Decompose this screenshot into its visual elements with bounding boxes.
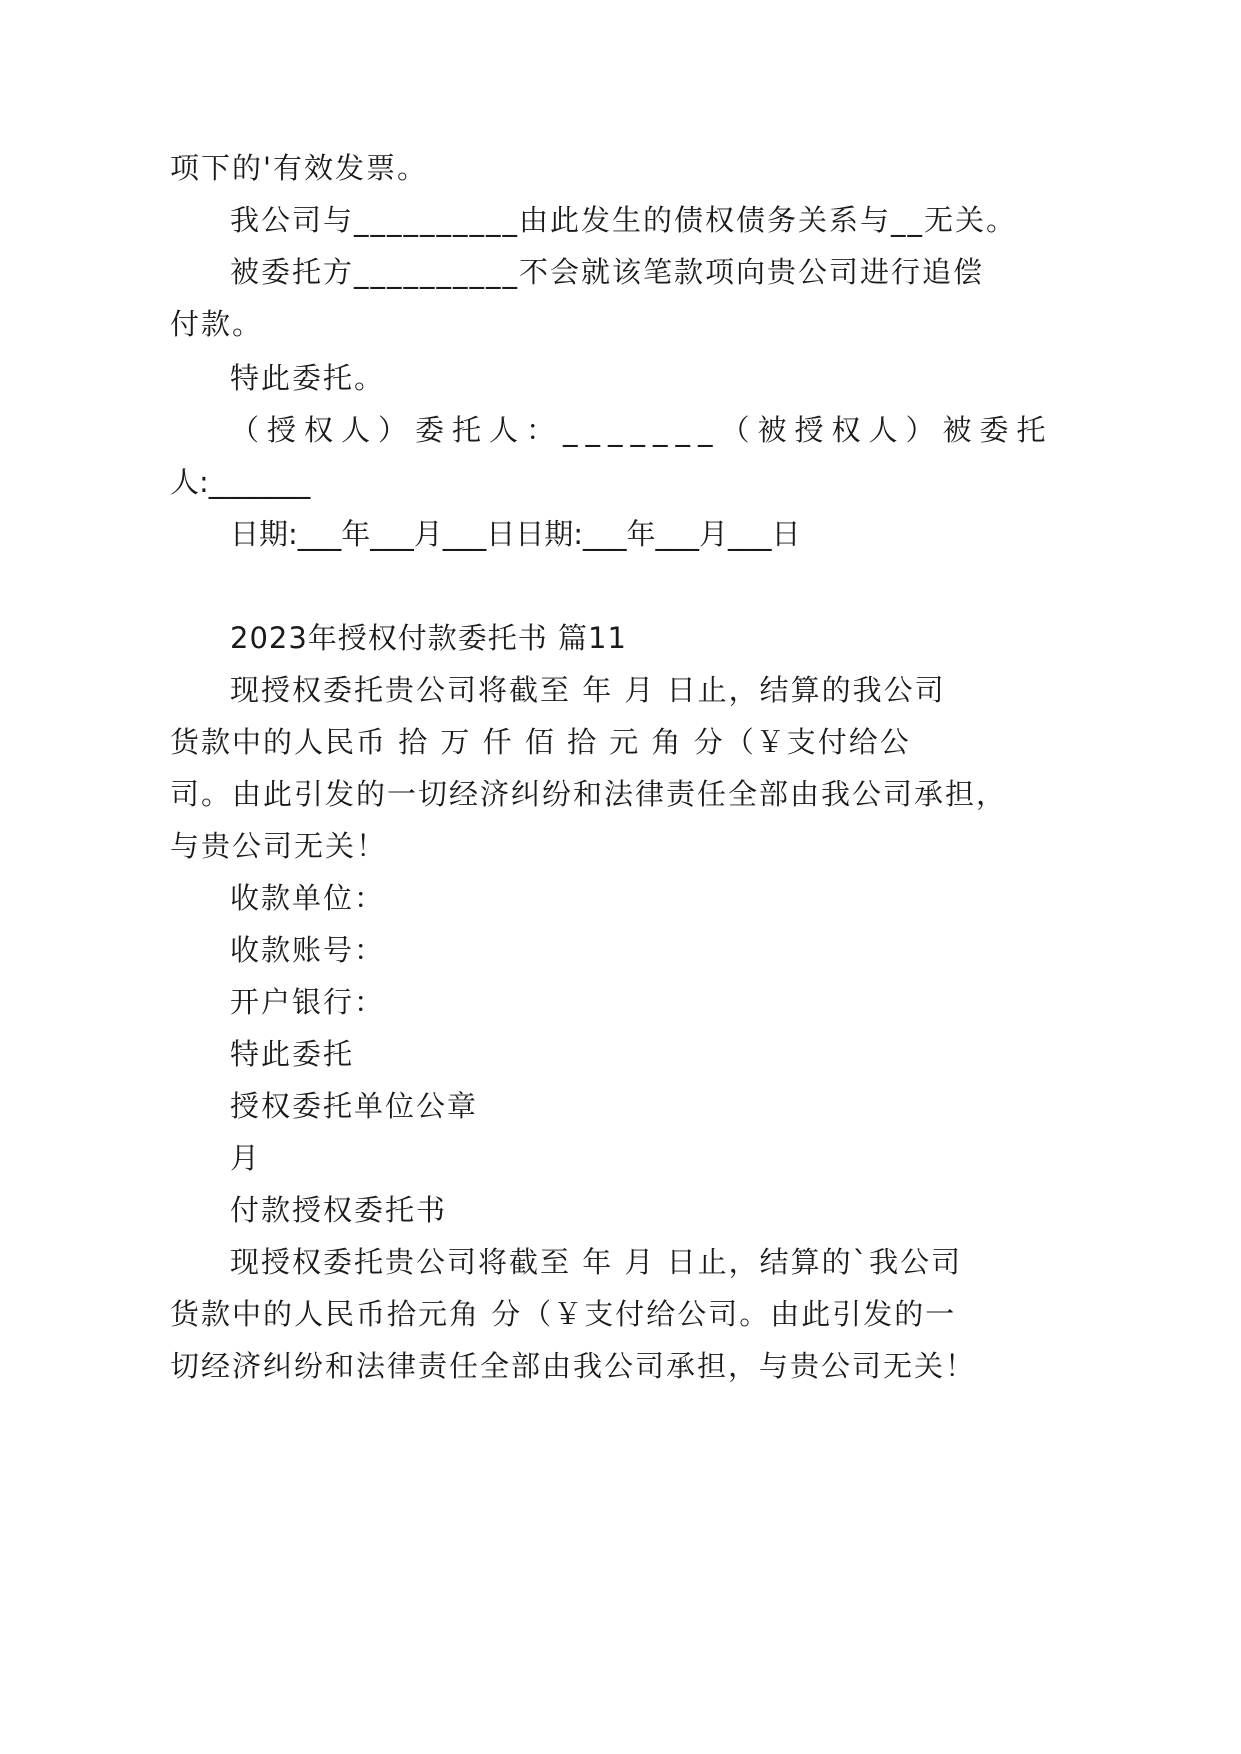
text-line: 现授权委托贵公司将截至 年 月 日止，结算的我公司 (230, 673, 946, 707)
text-line: 货款中的人民币拾元角 分（￥支付给公司。由此引发的一 (170, 1297, 957, 1331)
text-line: 现授权委托贵公司将截至 年 月 日止，结算的`我公司 (230, 1245, 963, 1279)
text-line: 司。由此引发的一切经济纠纷和法律责任全部由我公司承担， (170, 777, 1008, 811)
text-line: 授权委托单位公章 (230, 1089, 479, 1123)
text-line: 特此委托 (230, 1037, 355, 1071)
text-line: 付款。 (170, 307, 264, 341)
text-line: 切经济纠纷和法律责任全部由我公司承担，与贵公司无关！ (170, 1349, 977, 1383)
section-heading: 2023年授权付款委托书 篇11 (230, 621, 627, 655)
text-line: 日期:___年___月___日日期:___年___月___日 (230, 517, 801, 551)
text-line: （授权人）委托人：_______（被授权人）被委托 (230, 413, 1054, 447)
text-line: 项下的'有效发票。 (170, 151, 428, 185)
text-line: 收款账号： (230, 933, 386, 967)
text-line: 与贵公司无关！ (170, 829, 388, 863)
text-line: 月 (230, 1141, 262, 1175)
text-line: 我公司与__________由此发生的债权债务关系与__无关。 (230, 203, 1018, 237)
text-line: 特此委托。 (230, 361, 386, 395)
text-line: 人:_______ (170, 465, 311, 499)
text-line: 被委托方__________不会就该笔款项向贵公司进行追偿 (230, 255, 985, 289)
text-line: 开户银行： (230, 985, 386, 1019)
text-line: 收款单位： (230, 881, 386, 915)
text-line: 付款授权委托书 (230, 1193, 448, 1227)
text-line: 货款中的人民币 拾 万 仟 佰 拾 元 角 分（￥支付给公 (170, 725, 911, 759)
